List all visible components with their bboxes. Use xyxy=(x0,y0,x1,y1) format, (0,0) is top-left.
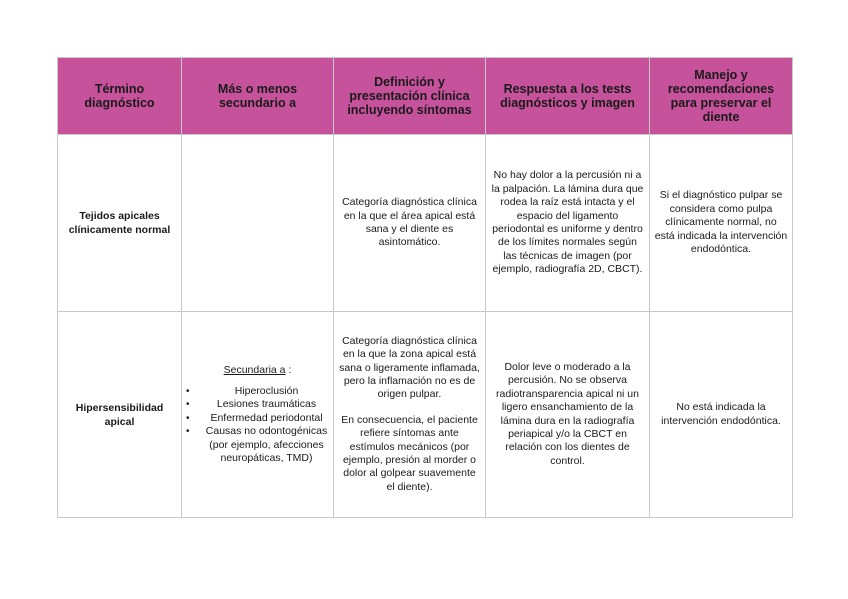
table-row xyxy=(58,312,793,518)
management-cell: No está indicada la intervención endodóntica. xyxy=(650,312,793,518)
definition-cell: Categoría diagnóstica clínica en la que el área apical está sana y el diente es asintomático. xyxy=(334,135,486,312)
tests-cell: Dolor leve o moderado a la percusión. No se observa radiotransparencia apical ni un ligero ensanchamiento de la lámina dura en la radiografía periapical y/o la CBCT en relación con los dientes de control. xyxy=(486,312,650,518)
definition-cell xyxy=(334,312,486,518)
header-tests: Respuesta a los tests diagnósticos y imagen xyxy=(486,58,650,135)
secondary-cell xyxy=(182,135,334,312)
secondary-heading xyxy=(186,364,329,377)
list-item: • Lesiones traumáticas xyxy=(186,398,329,411)
header-secondary: Más o menos secundario a xyxy=(182,58,334,135)
list-item: • Causas no odontogénicas (por ejemplo, afecciones neuropáticas, TMD) xyxy=(186,425,329,465)
secondary-cell xyxy=(182,312,334,518)
diagnosis-table xyxy=(57,57,793,518)
term-cell: Tejidos apicales clínicamente normal xyxy=(58,135,182,312)
header-row xyxy=(58,58,793,135)
header-definition: Definición y presentación clínica incluyendo síntomas xyxy=(334,58,486,135)
management-cell: Si el diagnóstico pulpar se considera como pulpa clínicamente normal, no está indicada la intervención endodóntica. xyxy=(650,135,793,312)
list-item: • Enfermedad periodontal xyxy=(186,412,329,425)
header-management: Manejo y recomendaciones para preservar el diente xyxy=(650,58,793,135)
secondary-title: Secundaria a xyxy=(223,363,286,376)
term-cell: Hipersensibilidad apical xyxy=(58,312,182,518)
secondary-colon: : xyxy=(288,363,292,376)
cause-list xyxy=(186,385,329,465)
header-term: Término diagnóstico xyxy=(58,58,182,135)
definition-paragraph: En consecuencia, el paciente refiere síntomas ante estímulos mecánicos (por ejemplo, presión al morder o dolor al golpear suavemente el diente). xyxy=(341,413,478,493)
tests-cell: No hay dolor a la percusión ni a la palpación. La lámina dura que rodea la raíz está intacta y el espacio del ligamento periodontal es uniforme y dentro de los límites normales según las técnicas de imagen (por ejemplo, radiografía 2D, CBCT). xyxy=(486,135,650,312)
definition-paragraph: Categoría diagnóstica clínica en la que la zona apical está sana o ligeramente inflamada, pero la inflamación no es de origen pulpar. xyxy=(339,334,480,401)
list-item: • Hiperoclusión xyxy=(186,385,329,398)
table-row xyxy=(58,135,793,312)
